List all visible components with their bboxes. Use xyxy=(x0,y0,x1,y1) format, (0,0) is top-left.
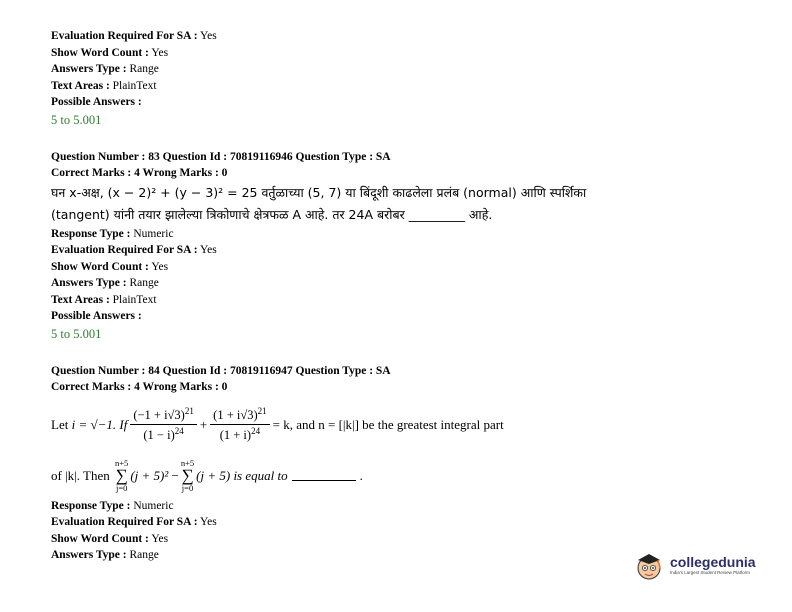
math-i-def: i = √−1. If xyxy=(71,416,128,432)
detail-value: Yes xyxy=(197,30,217,42)
detail-row xyxy=(51,94,751,111)
detail-label: Response Type : xyxy=(51,499,131,512)
detail-label: Text Areas : xyxy=(51,293,110,306)
detail-value: Range xyxy=(126,549,159,561)
question-83 xyxy=(51,149,751,343)
sum-lower-limit: j=0 xyxy=(181,482,194,493)
detail-row xyxy=(51,28,751,45)
detail-row xyxy=(51,514,751,531)
document-page xyxy=(51,28,751,564)
question-text-line: (tangent) यांनी तयार झालेल्या त्रिकोणाचे क्षेत्रफळ A आहे. तर 24A बरोबर _________ आहे. xyxy=(51,206,493,222)
detail-row xyxy=(51,259,751,276)
detail-label: Show Word Count : xyxy=(51,46,149,59)
collegedunia-logo xyxy=(634,547,762,583)
detail-value: Yes xyxy=(148,532,169,545)
detail-value: Range xyxy=(126,277,159,289)
detail-label: Answers Type : xyxy=(51,277,127,289)
math-minus: − xyxy=(171,467,179,483)
frac2-numerator: (1 + i√3) xyxy=(213,408,258,422)
answer-blank xyxy=(292,470,356,481)
detail-label: Possible Answers : xyxy=(51,96,142,108)
mascot-icon xyxy=(634,548,664,582)
detail-row xyxy=(51,78,751,95)
frac2-den-exp: 24 xyxy=(251,426,261,436)
fraction-1 xyxy=(130,406,197,443)
summation-2 xyxy=(181,459,194,493)
logo-tagline: India's Largest Student Review Platform xyxy=(670,569,750,575)
detail-label: Answers Type : xyxy=(51,549,127,561)
detail-value: Range xyxy=(126,63,159,75)
detail-label: Evaluation Required For SA : xyxy=(51,30,198,42)
math-let: Let xyxy=(51,416,69,432)
question-header: Question Number : 83 Question Id : 70819116946 Question Type : SA xyxy=(51,150,391,163)
sigma-icon: ∑ xyxy=(181,465,194,485)
detail-label: Show Word Count : xyxy=(51,532,149,545)
math-plus: + xyxy=(199,416,208,432)
math-line-1 xyxy=(51,396,751,454)
math-line-2: of |k|. Then n+5 ∑ j=0 (j + 5)² − n+5 ∑ j=0 (j + 5) is equal to . xyxy=(51,457,363,493)
detail-row xyxy=(51,242,751,259)
detail-value: Numeric xyxy=(130,227,174,240)
frac2-num-exp: 21 xyxy=(257,405,267,416)
detail-label: Evaluation Required For SA : xyxy=(51,516,198,528)
detail-row xyxy=(51,292,751,309)
detail-value: PlainText xyxy=(109,293,157,306)
marks-line: Correct Marks : 4 Wrong Marks : 0 xyxy=(51,167,228,179)
detail-row xyxy=(51,45,751,62)
fraction-2 xyxy=(210,406,269,443)
question-header: Question Number : 84 Question Id : 70819116947 Question Type : SA xyxy=(51,364,391,377)
q82-details xyxy=(51,28,751,129)
detail-row xyxy=(51,498,751,515)
math-of-k: of |k|. Then xyxy=(51,467,110,483)
marks-line: Correct Marks : 4 Wrong Marks : 0 xyxy=(51,381,228,393)
math-term-1: (j + 5)² xyxy=(130,467,169,483)
detail-row xyxy=(51,275,751,292)
frac2-denominator: (1 + i) xyxy=(219,428,252,443)
question-84 xyxy=(51,363,751,564)
question-text-line: घन x-अक्ष, (x − 2)² + (y − 3)² = 25 वर्तुळाच्या (5, 7) या बिंदूशी काढलेला प्रलंब (normal) आणि स्पर्शिका xyxy=(51,184,587,200)
detail-label: Show Word Count : xyxy=(51,260,149,273)
detail-row xyxy=(51,308,751,325)
detail-value: Yes xyxy=(197,244,217,256)
frac1-den-exp: 24 xyxy=(174,426,184,436)
logo-name: collegedunia xyxy=(670,553,756,570)
math-equals-k: = k, and n = [|k|] be the greatest integral part xyxy=(272,416,504,432)
math-term-2: (j + 5) is equal to xyxy=(196,467,288,483)
frac1-denominator: (1 − i) xyxy=(143,428,175,443)
detail-label: Evaluation Required For SA : xyxy=(51,244,198,256)
frac1-num-exp: 21 xyxy=(184,405,194,416)
detail-value: Yes xyxy=(197,516,217,528)
detail-label: Text Areas : xyxy=(51,79,110,92)
detail-value: Yes xyxy=(148,260,169,273)
sum-upper-limit: n+5 xyxy=(115,457,129,468)
detail-row xyxy=(51,226,751,243)
summation-1 xyxy=(115,459,128,493)
detail-label: Response Type : xyxy=(51,227,131,240)
detail-value: Yes xyxy=(148,46,169,59)
possible-answer: 5 to 5.001 xyxy=(51,112,102,127)
detail-value: PlainText xyxy=(109,79,157,92)
possible-answer: 5 to 5.001 xyxy=(51,326,102,341)
detail-row xyxy=(51,531,751,548)
sigma-icon: ∑ xyxy=(115,465,128,485)
detail-label: Answers Type : xyxy=(51,63,127,75)
detail-label: Possible Answers : xyxy=(51,310,142,322)
detail-value: Numeric xyxy=(130,499,174,512)
sum-lower-limit: j=0 xyxy=(115,482,128,493)
sum-upper-limit: n+5 xyxy=(180,457,195,468)
detail-row xyxy=(51,61,751,78)
frac1-numerator: (−1 + i√3) xyxy=(133,408,185,422)
